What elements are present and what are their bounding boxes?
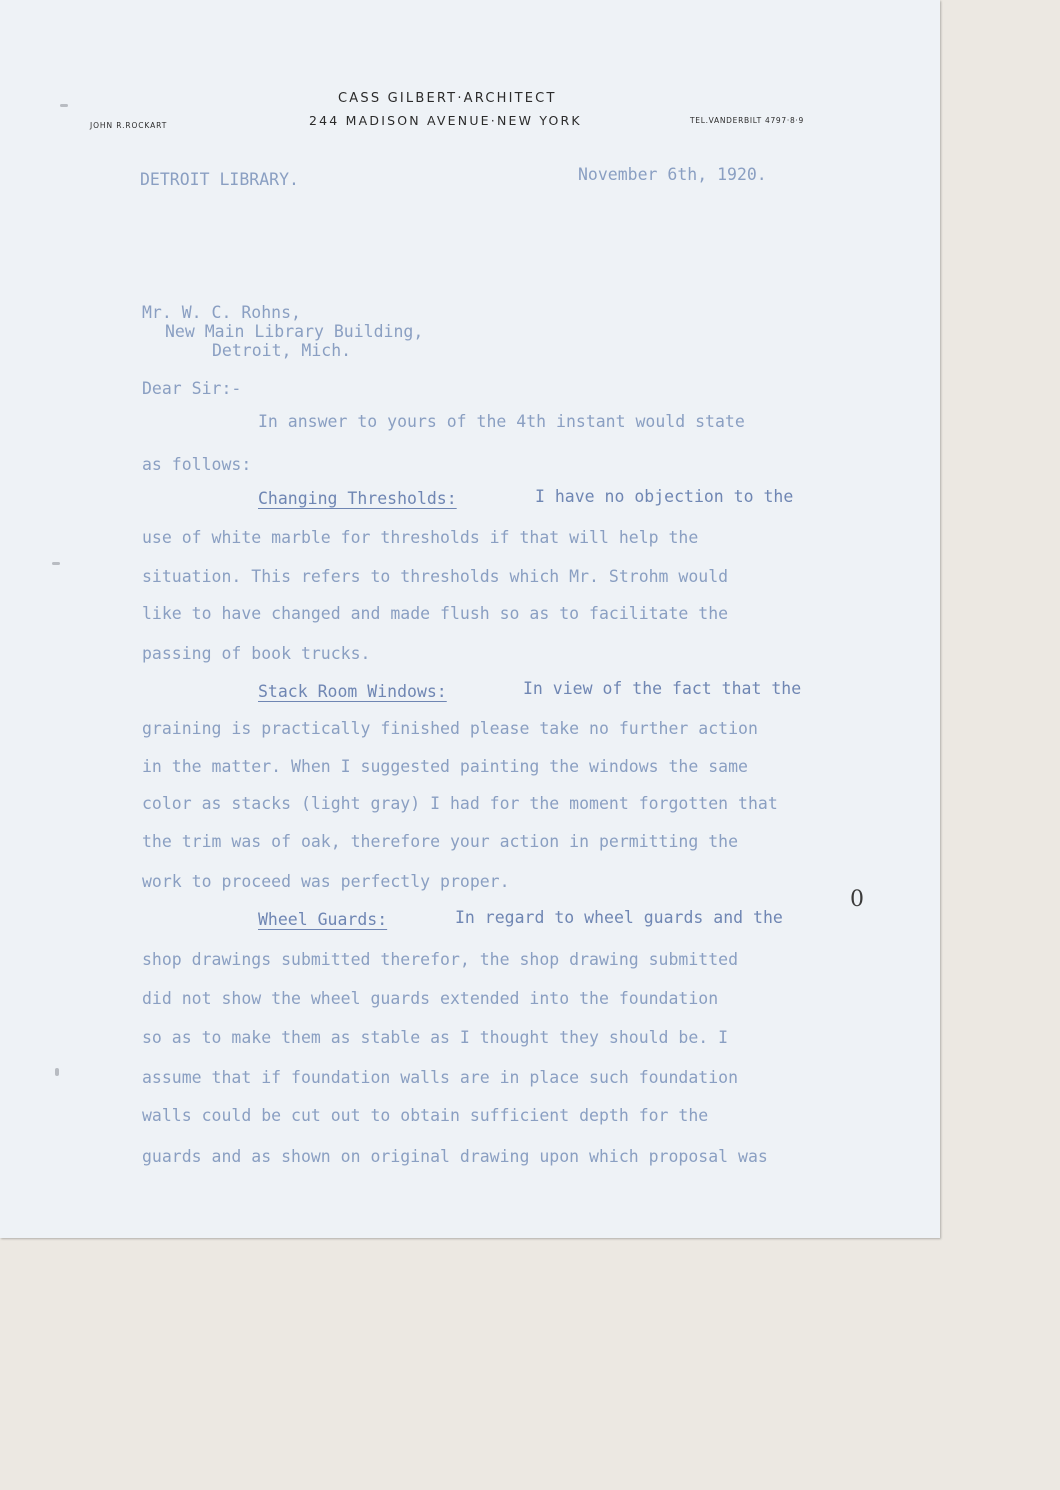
- letterhead-firm: CASS GILBERT·ARCHITECT: [338, 91, 557, 106]
- section-line: in the matter. When I suggested painting the windows the same: [142, 757, 748, 776]
- section-line: passing of book trucks.: [142, 644, 371, 663]
- subject-line: DETROIT LIBRARY.: [140, 170, 299, 189]
- section-heading: Stack Room Windows:: [258, 682, 447, 701]
- recipient-city: Detroit, Mich.: [212, 341, 352, 360]
- section-line: use of white marble for thresholds if that will help the: [142, 528, 699, 547]
- letterhead-associate: JOHN R.ROCKART: [90, 121, 168, 130]
- margin-pencil-mark: 0: [850, 887, 864, 912]
- section-line: the trim was of oak, therefore your action in permitting the: [142, 832, 739, 851]
- pinhole-mark: [60, 104, 68, 107]
- section-line: In view of the fact that the: [523, 679, 802, 698]
- section-line: assume that if foundation walls are in place such foundation: [142, 1068, 739, 1087]
- section-line: did not show the wheel guards extended into the foundation: [142, 989, 719, 1008]
- salutation: Dear Sir:-: [142, 379, 242, 398]
- letterhead-telephone: TEL.VANDERBILT 4797·8·9: [690, 116, 804, 125]
- section-line: walls could be cut out to obtain sufficient depth for the: [142, 1106, 709, 1125]
- section-line: color as stacks (light gray) I had for the moment forgotten that: [142, 794, 778, 813]
- letterhead-address: 244 MADISON AVENUE·NEW YORK: [309, 113, 582, 128]
- section-heading: Wheel Guards:: [258, 910, 388, 929]
- section-line: I have no objection to the: [535, 487, 794, 506]
- intro-line: In answer to yours of the 4th instant would state: [258, 412, 745, 431]
- section-line: guards and as shown on original drawing upon which proposal was: [142, 1147, 768, 1166]
- section-line: graining is practically finished please take no further action: [142, 719, 758, 738]
- section-line: In regard to wheel guards and the: [455, 908, 783, 927]
- section-line: like to have changed and made flush so as to facilitate the: [142, 604, 729, 623]
- pinhole-mark: [52, 562, 60, 565]
- recipient-building: New Main Library Building,: [165, 322, 424, 341]
- recipient-name: Mr. W. C. Rohns,: [142, 303, 301, 322]
- section-heading: Changing Thresholds:: [258, 489, 457, 508]
- section-line: situation. This refers to thresholds which Mr. Strohm would: [142, 567, 729, 586]
- letter-date: November 6th, 1920.: [578, 165, 767, 184]
- pinhole-mark: [55, 1068, 59, 1076]
- section-line: so as to make them as stable as I thought they should be. I: [142, 1028, 729, 1047]
- intro-line: as follows:: [142, 455, 252, 474]
- section-line: work to proceed was perfectly proper.: [142, 872, 510, 891]
- section-line: shop drawings submitted therefor, the shop drawing submitted: [142, 950, 739, 969]
